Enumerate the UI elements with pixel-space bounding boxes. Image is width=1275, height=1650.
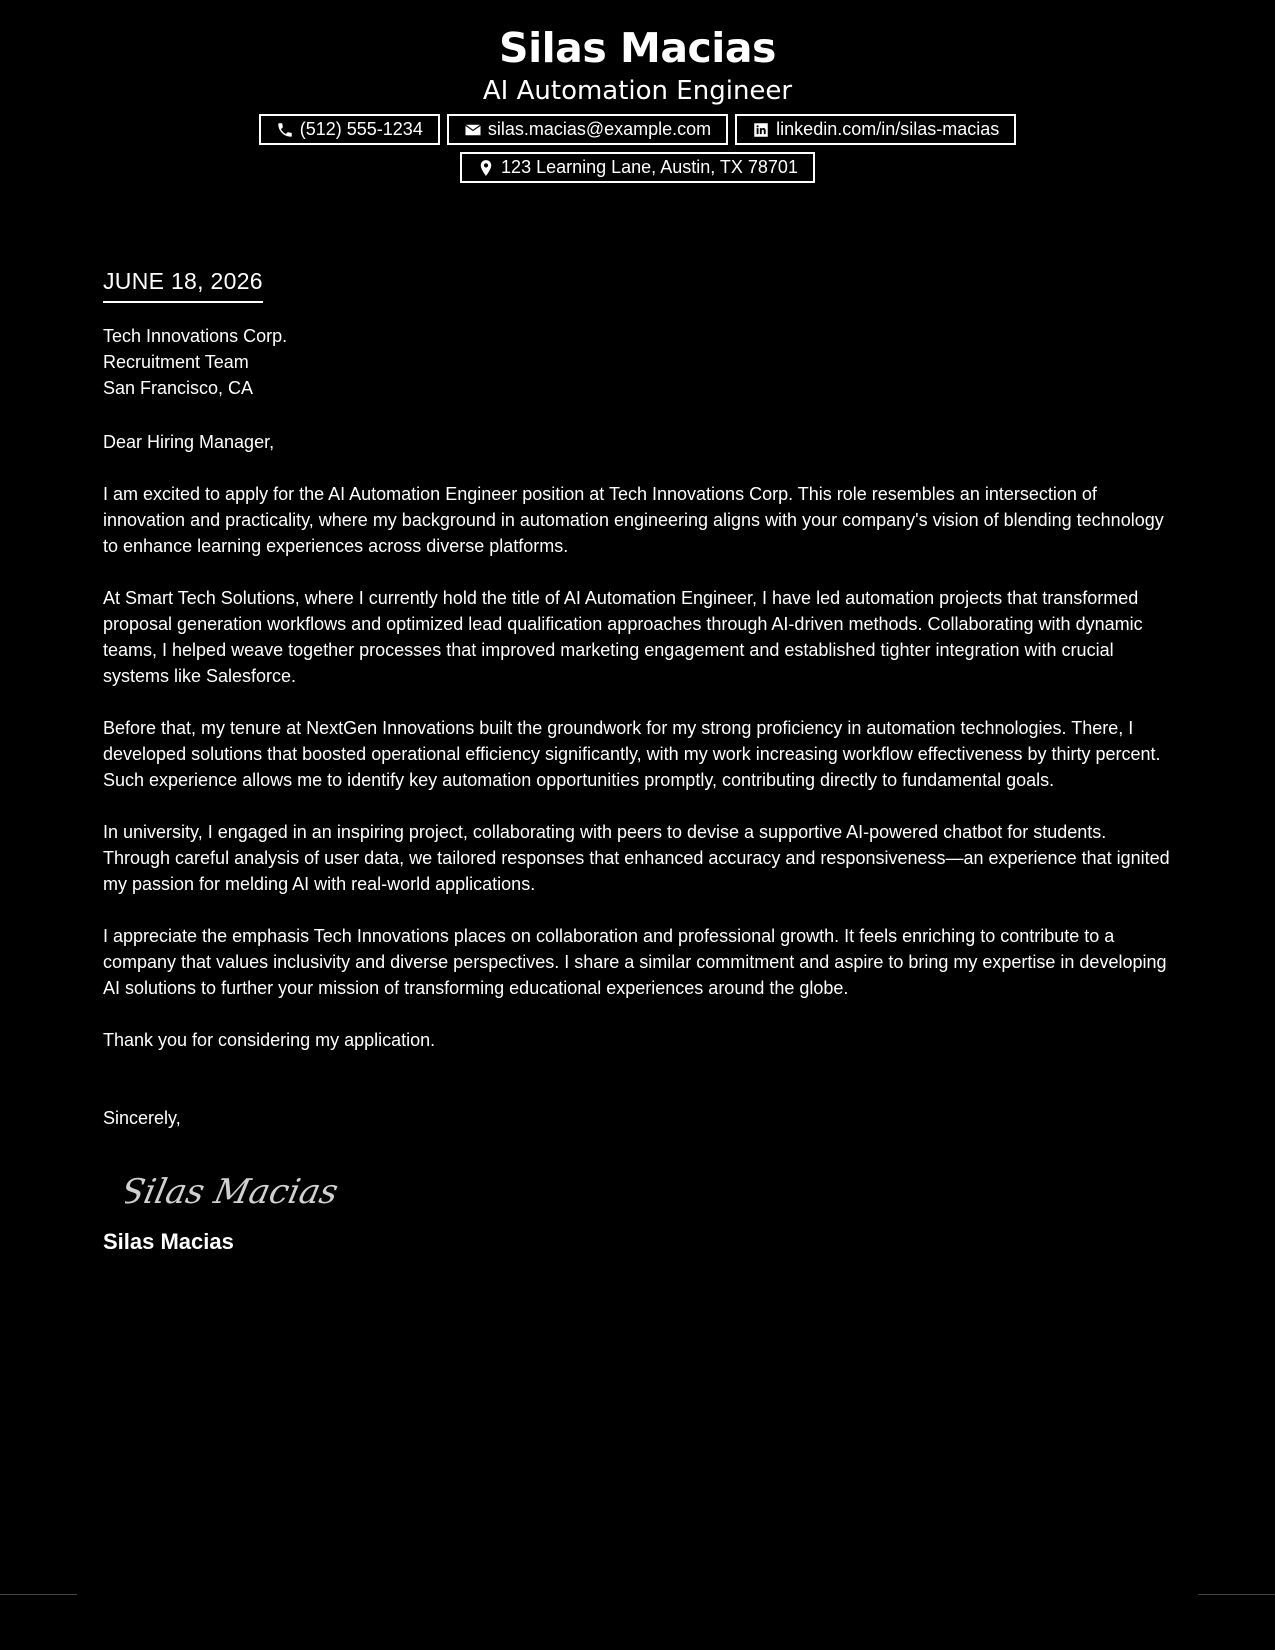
email-text: silas.macias@example.com — [487, 119, 712, 139]
svg-text:Silas Macias: Silas Macias — [125, 1172, 342, 1212]
linkedin-icon — [752, 121, 770, 139]
recipient-company: Tech Innovations Corp. — [103, 326, 288, 346]
recipient-team: Recruitment Team — [103, 352, 249, 372]
recipient-block — [103, 323, 1173, 401]
contact-row-1 — [0, 114, 1275, 145]
letter-header — [0, 22, 1275, 190]
address-chip[interactable] — [460, 152, 815, 183]
email-chip[interactable] — [447, 114, 728, 145]
applicant-name: Silas Macias — [499, 24, 776, 72]
applicant-title: AI Automation Engineer — [482, 76, 793, 106]
paragraph-6: Thank you for considering my application. — [103, 1030, 436, 1050]
closing: Sincerely, — [103, 1108, 181, 1128]
phone-chip[interactable] — [259, 114, 440, 145]
address-text: 123 Learning Lane, Austin, TX 78701 — [501, 157, 798, 177]
paragraph-4: In university, I engaged in an inspiring project, collaborating with peers to devise a supportive AI-powered chatbot for students. Through careful analysis of user data, we tailored responses that enhanced accuracy and responsiveness—an experience that ignited my passion for melding AI with real-world applications. — [103, 822, 1170, 894]
left-edge-line — [0, 1594, 77, 1595]
linkedin-text: linkedin.com/in/silas-macias — [776, 119, 1000, 139]
salutation: Dear Hiring Manager, — [103, 432, 275, 452]
linkedin-chip[interactable] — [735, 114, 1016, 145]
phone-text: (512) 555-1234 — [299, 119, 423, 139]
signer-name: Silas Macias — [103, 1229, 234, 1254]
letter-body — [103, 266, 1173, 1257]
phone-icon — [276, 121, 294, 139]
recipient-location: San Francisco, CA — [103, 378, 254, 398]
handwritten-signature — [125, 1155, 1173, 1225]
right-edge-line — [1198, 1594, 1275, 1595]
paragraph-3: Before that, my tenure at NextGen Innovations built the groundwork for my strong proficiency in automation technologies. There, I developed solutions that boosted operational efficiency significantly, with my work increasing workflow effectiveness by thirty percent. Such experience allows me to identify key automation opportunities promptly, contributing directly to fundamental goals. — [103, 718, 1161, 790]
paragraph-5: I appreciate the emphasis Tech Innovations places on collaboration and professional growth. It feels enriching to contribute to a company that values inclusivity and diverse perspectives. I share a similar commitment and aspire to bring my expertise in developing AI solutions to further your mission of transforming educational experiences around the globe. — [103, 926, 1167, 998]
paragraph-2: At Smart Tech Solutions, where I currently hold the title of AI Automation Engineer, I have led automation projects that transformed proposal generation workflows and optimized lead qualification approaches through AI-driven methods. Collaborating with dynamic teams, I helped weave together processes that improved marketing engagement and established tighter integration with crucial systems like Salesforce. — [103, 588, 1143, 686]
letter-date: JUNE 18, 2026 — [103, 266, 263, 303]
paragraph-1: I am excited to apply for the AI Automation Engineer position at Tech Innovations Corp. This role resembles an intersection of innovation and practicality, where my background in automation engineering aligns with your company's vision of blending technology to enhance learning experiences across diverse platforms. — [103, 484, 1164, 556]
map-marker-icon — [477, 159, 495, 177]
envelope-icon — [464, 121, 482, 139]
contact-row-2 — [0, 152, 1275, 183]
